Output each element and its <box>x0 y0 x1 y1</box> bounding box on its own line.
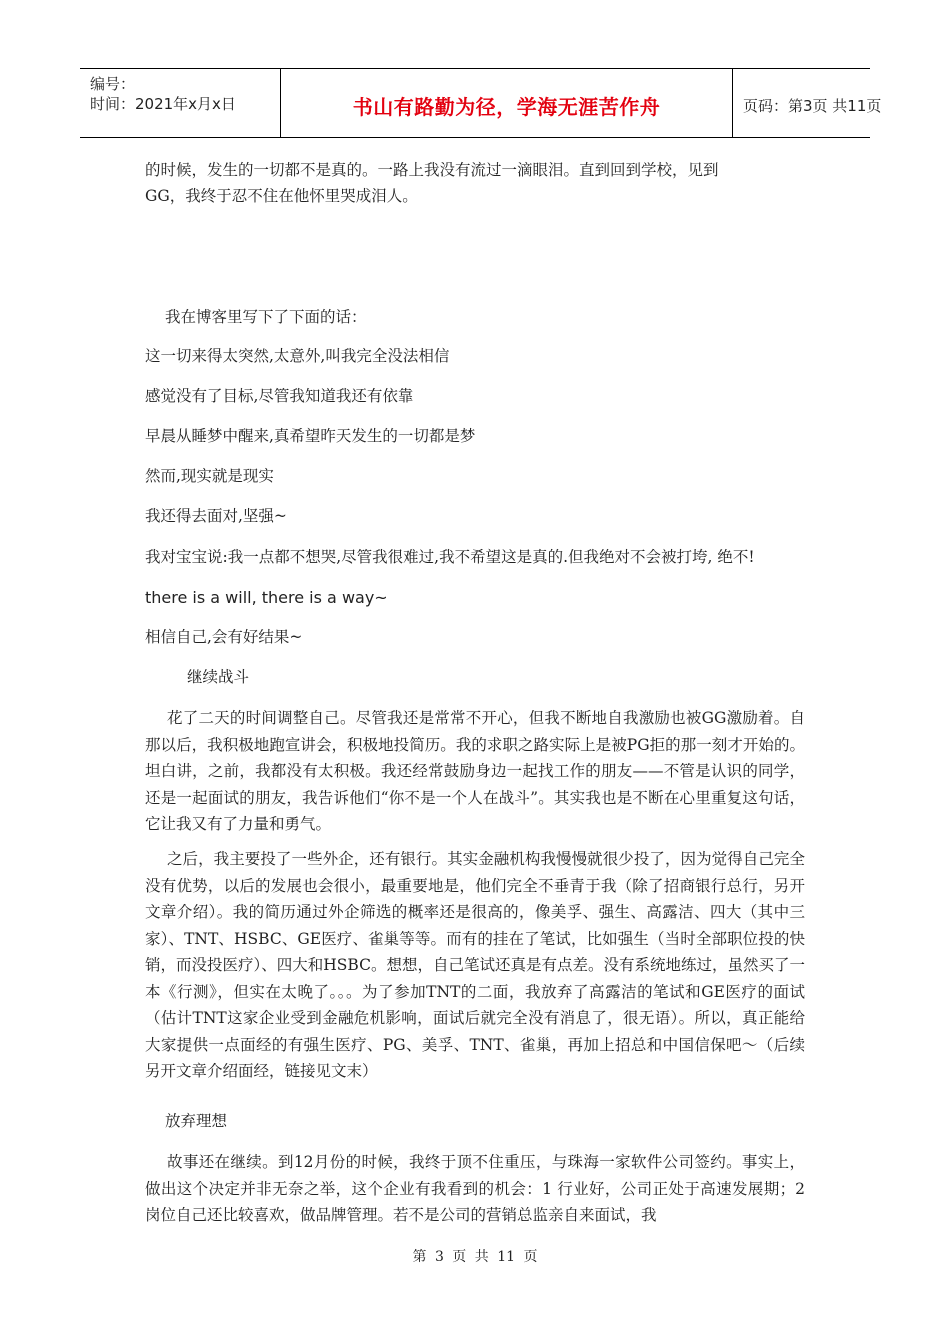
blog-line: 感觉没有了目标,尽管我知道我还有依靠 <box>145 387 414 405</box>
header-motto: 书山有路勤为径，学海无涯苦作舟 <box>352 95 661 119</box>
paragraph-2: 之后，我主要投了一些外企，还有银行。其实金融机构我慢慢就很少投了，因为觉得自己完全没有优势，以后的发展也会很小，最重要地是，他们完全不垂青于我（除了招商银行总行，另开文章介绍）。我的简历通过外企筛选的概率还是很高的，像美孚、强生、高露洁、四大（其中三家）、TNT、HSBC、GE医疗、雀巢等等。而有的挂在了笔试，比如强生（当时全部职位投的快销，而没投医疗）、四大和HSBC。想想，自己笔试还真是有点差。没有系统地练过，虽然买了一本《行测》，但实在太晚了。。。为了参加TNT的二面，我放弃了高露洁的笔试和GE医疗的面试（估计TNT这家企业受到金融危机影响，面试后就完全没有消息了，很无语）。所以，真正能给大家提供一点面经的有强生医疗、PG、美孚、TNT、雀巢，再加上招总和中国信保吧～（后续另开文章介绍面经，链接见文末） <box>145 850 805 1080</box>
intro-line-2: GG，我终于忍不住在他怀里哭成泪人。 <box>145 187 418 205</box>
header-page-info: 页码：第3页 共11页 <box>743 97 882 115</box>
paragraph-1: 花了二天的时间调整自己。尽管我还是常常不开心，但我不断地自我激励也被GG激励着。自那以后，我积极地跑宣讲会，积极地投简历。我的求职之路实际上是被PG拒的那一刻才开始的。坦白讲，之前，我都没有太积极。我还经常鼓励身边一起找工作的朋友——不管是认识的同学，还是一起面试的朋友，我告诉他们“你不是一个人在战斗”。其实我也是不断在心里重复这句话，它让我又有了力量和勇气。 <box>145 709 805 833</box>
blog-line: 然而,现实就是现实 <box>145 467 274 485</box>
header-left-cell <box>80 69 281 137</box>
header-right-cell <box>733 69 882 137</box>
blog-intro: 我在博客里写下了下面的话： <box>165 308 367 326</box>
intro-line-1: 的时候，发生的一切都不是真的。一路上我没有流过一滴眼泪。直到回到学校，见到 <box>145 161 719 179</box>
section-title-give-up-dream: 放弃理想 <box>165 1112 228 1130</box>
blog-line: 我对宝宝说:我一点都不想哭,尽管我很难过,我不希望这是真的.但我绝对不会被打垮, 绝不! <box>145 548 755 566</box>
paragraph-3: 故事还在继续。到12月份的时候，我终于顶不住重压，与珠海一家软件公司签约。事实上，做出这个决定并非无奈之举，这个企业有我看到的机会：1 行业好，公司正处于高速发展期；2 岗位自己还比较喜欢，做品牌管理。若不是公司的营销总监亲自来面试，我 <box>145 1153 805 1224</box>
document-code-label: 编号： <box>90 75 136 93</box>
blog-line: there is a will, there is a way~ <box>145 588 388 607</box>
blog-line: 我还得去面对,坚强~ <box>145 507 287 525</box>
blog-line: 这一切来得太突然,太意外,叫我完全没法相信 <box>145 347 450 365</box>
blog-line: 相信自己,会有好结果~ <box>145 628 303 646</box>
blog-line: 早晨从睡梦中醒来,真希望昨天发生的一切都是梦 <box>145 427 476 445</box>
section-title-continue-fighting: 继续战斗 <box>187 668 250 686</box>
header-middle-cell <box>281 69 733 137</box>
page-footer: 第 3 页 共 11 页 <box>412 1249 538 1265</box>
document-date-label: 时间：2021年x月x日 <box>90 95 236 113</box>
document-header <box>80 68 882 138</box>
